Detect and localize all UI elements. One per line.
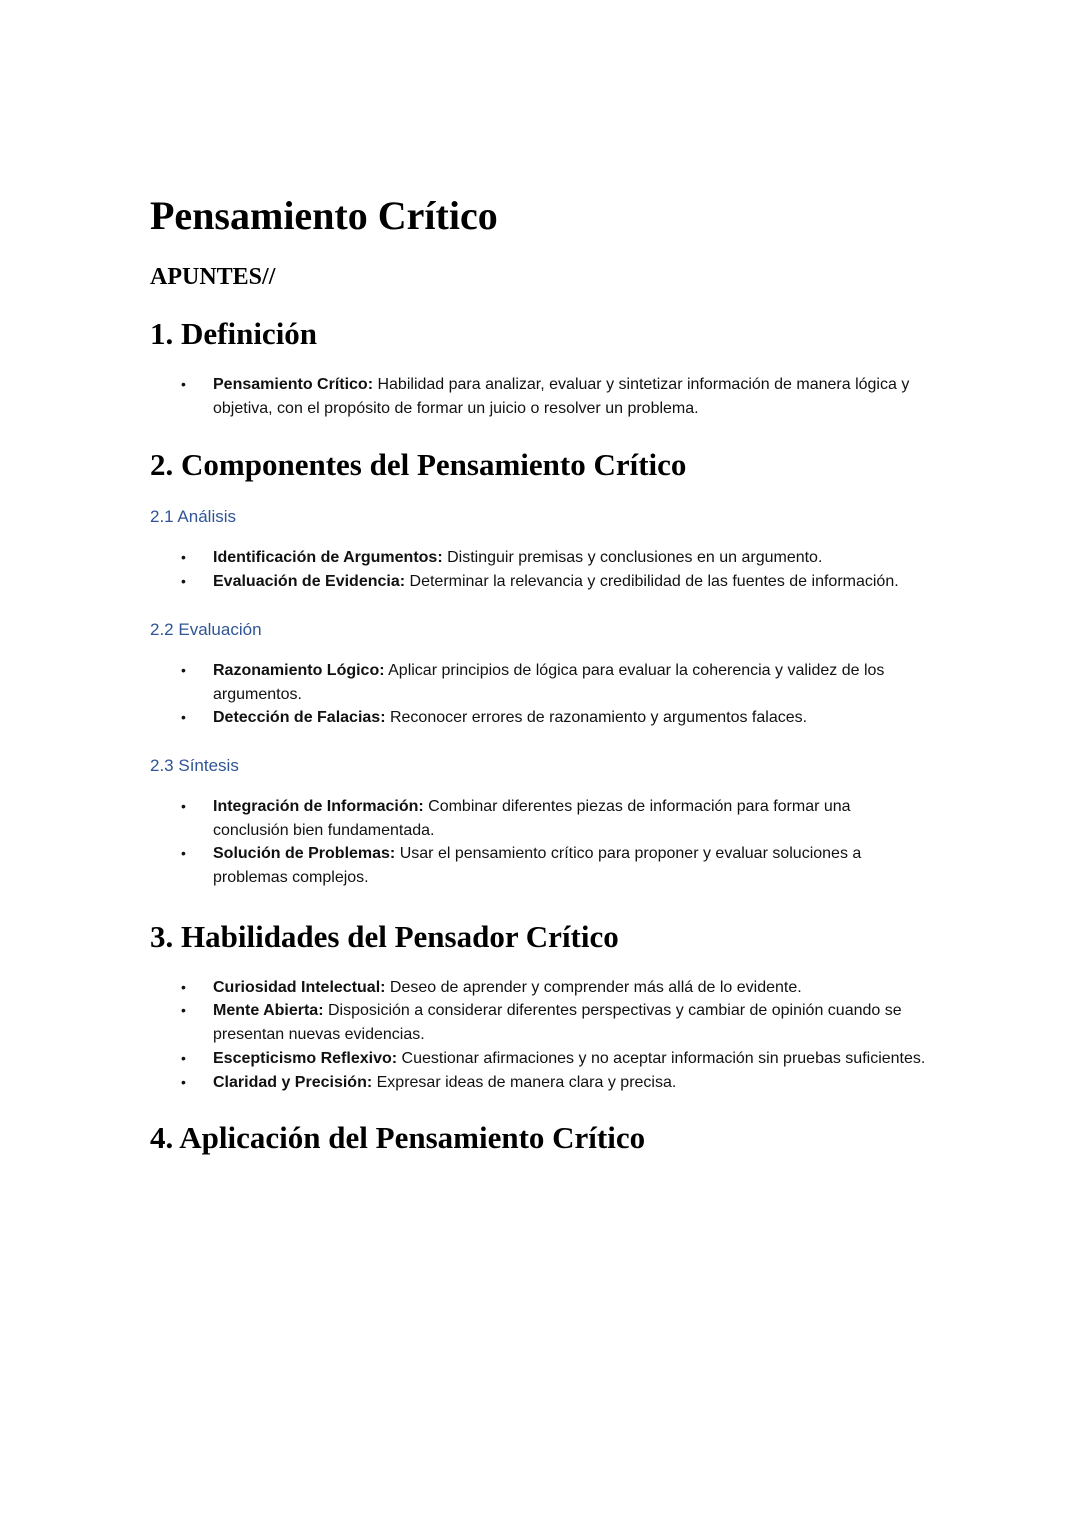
- bullet-icon: •: [181, 978, 186, 995]
- list-item: [150, 795, 930, 842]
- list-item: [150, 570, 930, 594]
- list-item-term: Integración de Información:: [213, 797, 424, 815]
- list-item-text: Combinar diferentes piezas de información para formar una conclusión bien fundamentada.: [213, 797, 851, 839]
- habilidades-list: [150, 976, 930, 1095]
- list-item-text: Reconocer errores de razonamiento y argumentos falaces.: [385, 709, 808, 727]
- list-item-text: Cuestionar afirmaciones y no aceptar información sin pruebas suficientes.: [397, 1049, 926, 1067]
- bullet-icon: •: [181, 1073, 186, 1090]
- section-heading-aplicacion: 4. Aplicación del Pensamiento Crítico: [150, 1120, 646, 1156]
- document-title: Pensamiento Crítico: [150, 193, 498, 238]
- evaluacion-list: [150, 659, 930, 730]
- list-item-term: Escepticismo Reflexivo:: [213, 1049, 398, 1067]
- list-item-text: Expresar ideas de manera clara y precisa.: [372, 1073, 677, 1091]
- list-item-term: Evaluación de Evidencia:: [213, 573, 406, 591]
- bullet-icon: •: [181, 1049, 186, 1066]
- bullet-icon: •: [181, 549, 186, 566]
- list-item-text: Deseo de aprender y comprender más allá de lo evidente.: [385, 978, 802, 996]
- bullet-icon: •: [181, 797, 186, 814]
- list-item-term: Claridad y Precisión:: [213, 1073, 373, 1091]
- subsection-heading-evaluacion: 2.2 Evaluación: [150, 619, 262, 639]
- list-item-text: Habilidad para analizar, evaluar y sintetizar información de manera lógica y objetiva, con el propósito de formar un juicio o resolver un problema.: [213, 376, 910, 417]
- list-item: [150, 373, 930, 420]
- bullet-icon: •: [181, 709, 186, 726]
- document-subtitle: APUNTES//: [150, 264, 276, 290]
- list-item-term: Solución de Problemas:: [213, 845, 396, 863]
- list-item: [150, 842, 930, 889]
- list-item: [150, 1047, 930, 1071]
- bullet-icon: •: [181, 661, 186, 678]
- bullet-icon: •: [181, 573, 186, 590]
- list-item: [150, 999, 930, 1046]
- sintesis-list: [150, 795, 930, 890]
- list-item-text: Usar el pensamiento crítico para proponer y evaluar soluciones a problemas complejos.: [213, 845, 862, 887]
- section-heading-componentes: 2. Componentes del Pensamiento Crítico: [150, 447, 687, 483]
- list-item-term: Detección de Falacias:: [213, 709, 386, 727]
- list-item-term: Curiosidad Intelectual:: [213, 978, 386, 996]
- bullet-icon: •: [181, 376, 186, 392]
- list-item-text: Disposición a considerar diferentes perspectivas y cambiar de opinión cuando se presentan nuevas evidencias.: [213, 1002, 902, 1044]
- list-item-text: Determinar la relevancia y credibilidad de las fuentes de información.: [405, 573, 899, 591]
- list-item-term: Mente Abierta:: [213, 1002, 324, 1020]
- list-item: [150, 546, 930, 570]
- subsection-heading-sintesis: 2.3 Síntesis: [150, 755, 239, 775]
- section-heading-definicion: 1. Definición: [150, 316, 318, 351]
- list-item-text: Distinguir premisas y conclusiones en un argumento.: [442, 549, 823, 567]
- subsection-heading-analisis: 2.1 Análisis: [150, 507, 236, 527]
- list-item: [150, 976, 930, 1000]
- list-item: [150, 659, 930, 706]
- section-heading-habilidades: 3. Habilidades del Pensador Crítico: [150, 918, 619, 954]
- list-item: [150, 706, 930, 730]
- list-item-term: Identificación de Argumentos:: [213, 549, 443, 567]
- list-item-text: Aplicar principios de lógica para evaluar la coherencia y validez de los argumentos.: [213, 661, 885, 703]
- list-item: [150, 1071, 930, 1095]
- bullet-icon: •: [181, 845, 186, 862]
- document-page: [150, 190, 930, 1158]
- list-item-term: Pensamiento Crítico:: [213, 376, 374, 393]
- definition-list: [150, 373, 930, 420]
- analisis-list: [150, 546, 930, 593]
- bullet-icon: •: [181, 1002, 186, 1019]
- list-item-term: Razonamiento Lógico:: [213, 661, 385, 679]
